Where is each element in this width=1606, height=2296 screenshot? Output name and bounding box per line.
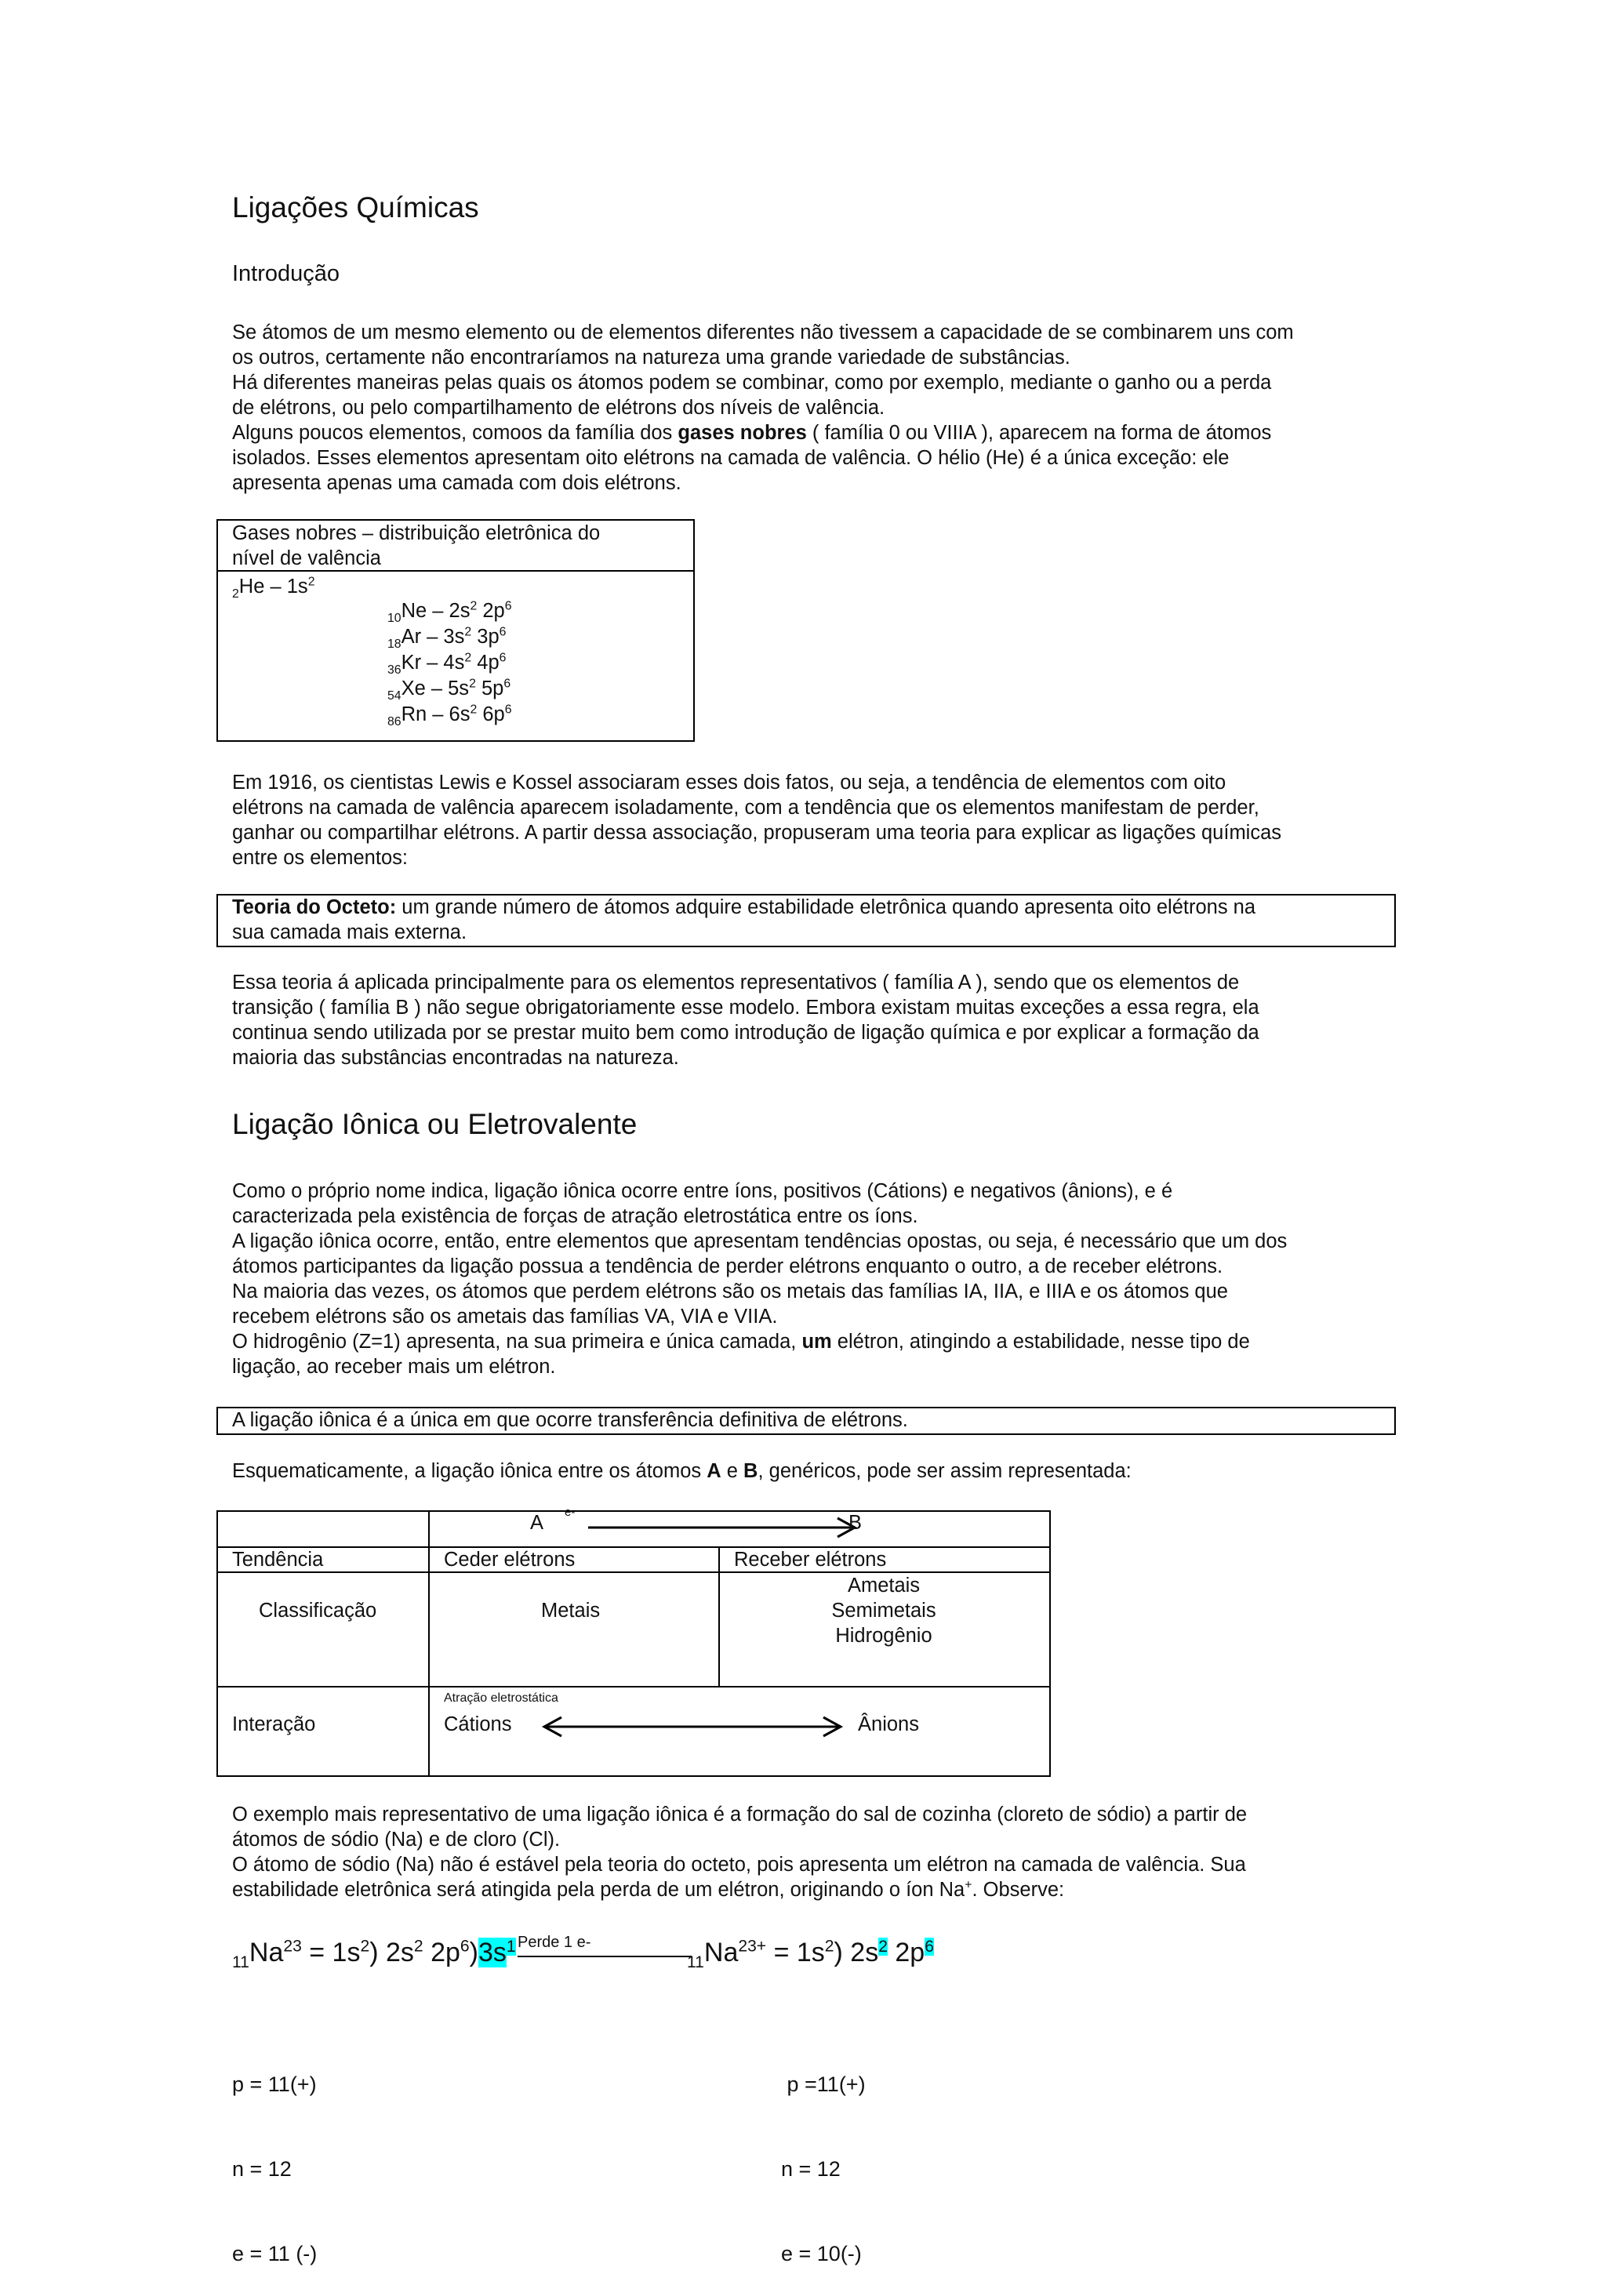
atracao-label: Atração eletrostática bbox=[444, 1691, 558, 1705]
text-line: O átomo de sódio (Na) não é estável pela teoria do octeto, pois apresenta um elétron na camada de valência. Sua bbox=[232, 1854, 1246, 1876]
teoria-paragraph bbox=[232, 970, 1259, 1070]
table-rule bbox=[216, 1546, 1051, 1548]
ionica-paragraph bbox=[232, 1179, 1287, 1379]
class-item: Hidrogênio bbox=[835, 1625, 932, 1647]
count-line: n = 12 bbox=[232, 2157, 292, 2181]
config-row-kr: $_{36}Kr - 4s^2$ $4p^6$ bbox=[387, 651, 507, 678]
text-line: átomos participantes da ligação possua a tendência de perder elétrons enquanto o outro, a de receber elétrons. bbox=[232, 1255, 1223, 1277]
electron-label: e- bbox=[565, 1506, 576, 1519]
config-row-xe: $_{54}Xe - 5s^2$ $5p^6$ bbox=[387, 677, 511, 703]
text-line: A ligação iônica ocorre, então, entre elementos que apresentam tendências opostas, ou seja, é necessário que um dos bbox=[232, 1230, 1288, 1252]
text-line: estabilidade eletrônica será atingida pela perda de um elétron, originando o íon Na+. Observe: bbox=[232, 1878, 1065, 1901]
transfer-text: A ligação iônica é a única em que ocorre transferência definitiva de elétrons. bbox=[232, 1409, 908, 1431]
text-line: elétrons na camada de valência aparecem isoladamente, com a tendência que os elementos manifestam de perder, bbox=[232, 797, 1259, 819]
text-line: ligação, ao receber mais um elétron. bbox=[232, 1356, 556, 1378]
header-line: nível de valência bbox=[232, 547, 381, 569]
config-row-he: $_2He - 1s^2$ bbox=[232, 575, 315, 601]
perde-label: Perde 1 e- bbox=[518, 1934, 591, 1951]
text-line: transição ( família B ) não segue obrigatoriamente esse modelo. Embora existam muitas exceções a essa regra, ela bbox=[232, 997, 1259, 1019]
count-line: e = 10(-) bbox=[781, 2242, 862, 2265]
intro-paragraph bbox=[232, 320, 1294, 496]
text-line: Em 1916, os cientistas Lewis e Kossel associaram esses dois fatos, ou seja, a tendência de elementos com oito bbox=[232, 772, 1226, 794]
text-line: O hidrogênio (Z=1) apresenta, na sua primeira e única camada, um elétron, atingindo a estabilidade, nesse tipo de bbox=[232, 1331, 1250, 1353]
esquema-text: Esquematicamente, a ligação iônica entre os átomos A e B, genéricos, pode ser assim representada: bbox=[232, 1460, 1132, 1482]
class-item: Ametais bbox=[847, 1575, 921, 1597]
text-line: Há diferentes maneiras pelas quais os átomos podem se combinar, como por exemplo, mediante o ganho ou a perda bbox=[232, 372, 1272, 394]
metais-cell: Metais bbox=[541, 1600, 601, 1622]
interacao-label: Interação bbox=[232, 1713, 316, 1735]
gases-box-header bbox=[232, 521, 600, 571]
text-line: apresenta apenas uma camada com dois elétrons. bbox=[232, 472, 681, 494]
counts-left bbox=[232, 2014, 317, 2296]
bold-term: Teoria do Octeto: bbox=[232, 896, 397, 918]
classificacao-label: Classificação bbox=[259, 1600, 377, 1622]
intro-heading: Introdução bbox=[232, 261, 340, 286]
text-line: continua sendo utilizada por se prestar muito bem como introdução de ligação química e por explicar a formação da bbox=[232, 1022, 1259, 1044]
text-line: maioria das substâncias encontradas na natureza. bbox=[232, 1047, 679, 1069]
text-line: Alguns poucos elementos, comoos da família dos gases nobres ( família 0 ou VIIIA ), aparecem na forma de átomos bbox=[232, 422, 1272, 444]
reaction-line bbox=[518, 1956, 692, 1957]
config-row-rn: $_{86}Rn - 6s^2$ $6p^6$ bbox=[387, 703, 512, 729]
text-line: átomos de sódio (Na) e de cloro (Cl). bbox=[232, 1829, 561, 1851]
text-line: entre os elementos: bbox=[232, 847, 408, 869]
text-line: Se átomos de um mesmo elemento ou de elementos diferentes não tivessem a capacidade de se combinarem uns com bbox=[232, 322, 1294, 343]
atom-a: A bbox=[530, 1512, 544, 1534]
counts-right bbox=[781, 2014, 866, 2296]
ceder-cell: Ceder elétrons bbox=[444, 1549, 576, 1571]
config-row-ne: $_{10}Ne - 2s^2$ $2p^6$ bbox=[387, 599, 512, 626]
anions-label: Ânions bbox=[858, 1713, 919, 1735]
count-line: n = 12 bbox=[781, 2157, 841, 2181]
table-rule bbox=[428, 1510, 430, 1775]
double-arrow-icon bbox=[541, 1714, 844, 1739]
cations-label: Cátions bbox=[444, 1713, 512, 1735]
text-line: O exemplo mais representativo de uma ligação iônica é a formação do sal de cozinha (cloreto de sódio) a partir de bbox=[232, 1804, 1248, 1826]
text-line: isolados. Esses elementos apresentam oito elétrons na camada de valência. O hélio (He) é a única exceção: ele bbox=[232, 447, 1230, 469]
table-rule bbox=[216, 1686, 1051, 1687]
atom-b: B bbox=[848, 1512, 863, 1534]
receber-cell: Receber elétrons bbox=[734, 1549, 887, 1571]
text-line: recebem elétrons são os ametais das famílias VA, VIA e VIIA. bbox=[232, 1306, 778, 1328]
tendencia-label: Tendência bbox=[232, 1549, 324, 1571]
text-line: Como o próprio nome indica, ligação iônica ocorre entre íons, positivos (Cátions) e negativos (ânions), e é bbox=[232, 1180, 1173, 1202]
text-line: Essa teoria á aplicada principalmente para os elementos representativos ( família A ), sendo que os elementos de bbox=[232, 972, 1240, 994]
count-line: p =11(+) bbox=[781, 2073, 866, 2096]
sodium-equation-left: $_{11}Na^{23} = 1s^2$) $2s^2$ $2p^6)3s^1$ bbox=[232, 1937, 516, 1971]
transfer-arrow-icon bbox=[585, 1515, 859, 1540]
text-line: caracterizada pela existência de forças de atração eletrostática entre os íons. bbox=[232, 1205, 918, 1227]
text-line: os outros, certamente não encontraríamos na natureza uma grande variedade de substâncias. bbox=[232, 347, 1070, 369]
text-line: de elétrons, ou pelo compartilhamento de elétrons dos níveis de valência. bbox=[232, 397, 885, 419]
config-row-ar: $_{18}Ar - 3s^2$ $3p^6$ bbox=[387, 625, 507, 652]
text-line: Na maioria das vezes, os átomos que perdem elétrons são os metais das famílias IA, IIA, e IIIA e os átomos que bbox=[232, 1281, 1228, 1302]
page-title: Ligações Químicas bbox=[232, 191, 479, 223]
count-line: p = 11(+) bbox=[232, 2073, 317, 2096]
highlight: 3s bbox=[478, 1938, 507, 1967]
header-line: Gases nobres – distribuição eletrônica do bbox=[232, 522, 601, 544]
section-heading: Ligação Iônica ou Eletrovalente bbox=[232, 1108, 638, 1140]
bold-term: gases nobres bbox=[678, 422, 807, 444]
count-line: e = 11 (-) bbox=[232, 2242, 318, 2265]
sodium-equation-right: $_{11}Na^{23+} = 1s^2$) $2s^2$ $2p^6$ bbox=[687, 1937, 934, 1971]
ametais-cell bbox=[720, 1573, 1048, 1648]
octeto-text: Teoria do Octeto: um grande número de átomos adquire estabilidade eletrônica quando apresenta oito elétrons na sua camada mais externa. bbox=[232, 896, 1256, 943]
lewis-kossel-paragraph bbox=[232, 770, 1281, 870]
class-item: Semimetais bbox=[831, 1600, 936, 1622]
text-line: ganhar ou compartilhar elétrons. A partir dessa associação, propuseram uma teoria para explicar as ligações químicas bbox=[232, 822, 1282, 844]
exemplo-paragraph bbox=[232, 1802, 1247, 1902]
